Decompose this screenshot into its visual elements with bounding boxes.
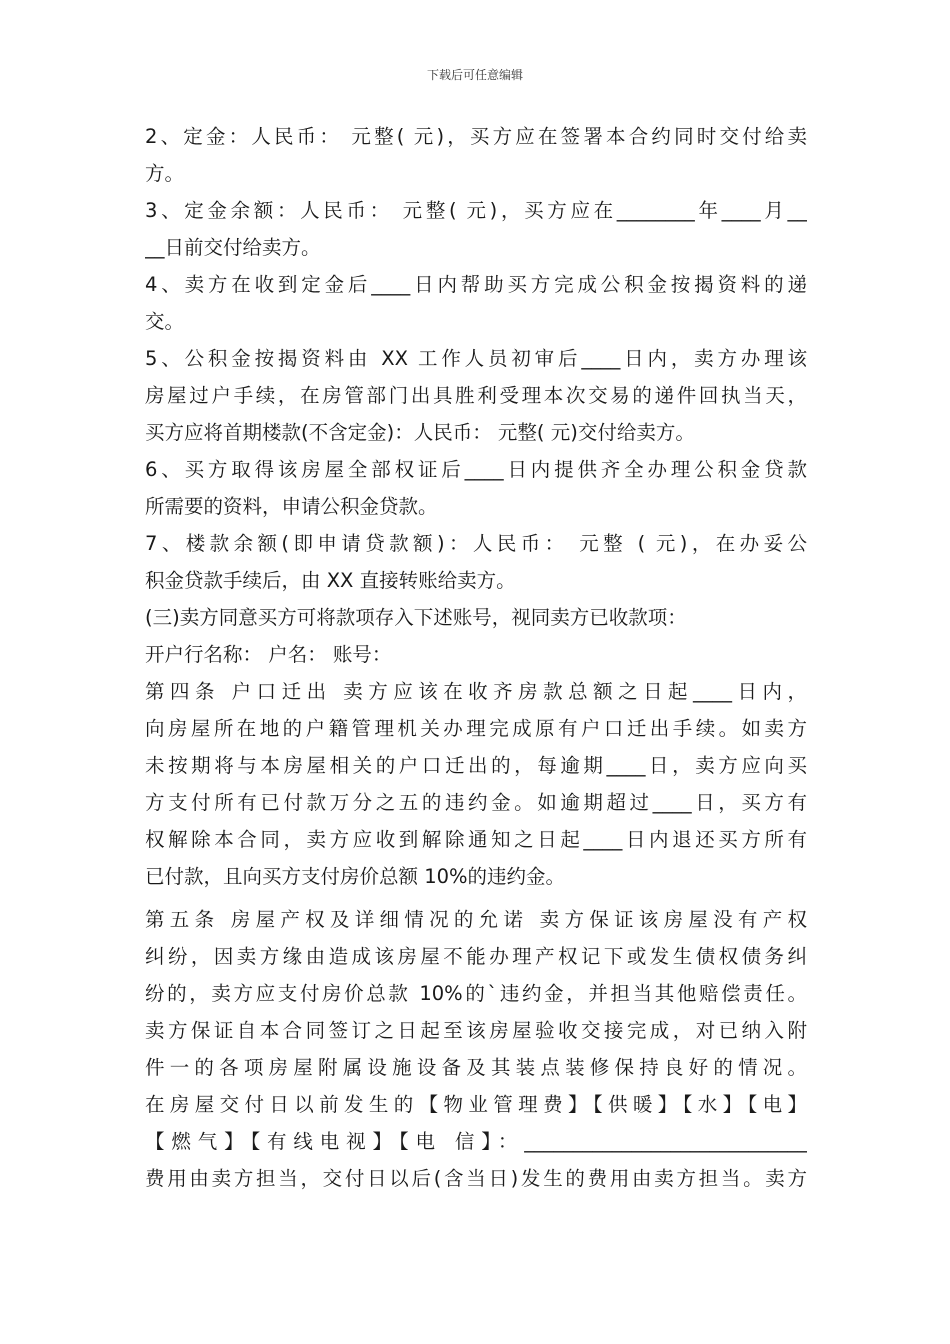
text-line: 开户行名称： 户名： 账号： [145,643,392,666]
text-line: 纷的，卖方应支付房价总款 10%的`违约金，并担当其他赔偿责任。 [145,982,807,1005]
text-line: 件一的各项房屋附属设施设备及其装点装修保持良好的情况。 [145,1056,807,1079]
text-line: 买方应将首期楼款(不含定金)：人民币： 元整( 元)交付给卖方。 [145,421,695,444]
text-line: 向房屋所在地的户籍管理机关办理完成原有户口迁出手续。如卖方 [145,717,807,740]
text-line: 在房屋交付日以前发生的【物业管理费】【供暖】【水】【电】 [145,1093,807,1116]
text-line: 【燃气】【有线电视】【电 信】：_____________________________ [145,1130,807,1153]
text-line: 5、公积金按揭资料由 XX 工作人员初审后____日内，卖方办理该 [145,347,807,370]
text-line: 第五条 房屋产权及详细情况的允诺 卖方保证该房屋没有产权 [145,908,807,931]
text-line: 房屋过户手续，在房管部门出具胜利受理本次交易的递件回执当天， [145,384,807,407]
text-line: 6、买方取得该房屋全部权证后____日内提供齐全办理公积金贷款 [145,458,807,481]
text-line: 4、卖方在收到定金后____日内帮助买方完成公积金按揭资料的递 [145,273,807,296]
text-line: 所需要的资料，申请公积金贷款。 [145,495,438,518]
text-line: 已付款，且向买方支付房价总额 10%的违约金。 [145,865,566,888]
text-line: (三)卖方同意买方可将款项存入下述账号，视同卖方已收款项： [145,606,687,629]
text-line: 积金贷款手续后，由 XX 直接转账给卖方。 [145,569,516,592]
text-line: 权解除本合同，卖方应收到解除通知之日起____日内退还买方所有 [145,828,807,851]
text-line: 7、楼款余额(即申请贷款额)：人民币： 元整 ( 元)，在办妥公 [145,532,807,555]
text-line: 方支付所有已付款万分之五的违约金。如逾期超过____日，买方有 [145,791,807,814]
text-line: 2、定金：人民币： 元整( 元)，买方应在签署本合约同时交付给卖 [145,125,807,148]
text-line: 第四条 户口迁出 卖方应该在收齐房款总额之日起____日内， [145,680,807,703]
contract-text [145,118,807,1197]
text-line: 未按期将与本房屋相关的户口迁出的，每逾期____日，卖方应向买 [145,754,807,777]
text-line: 费用由卖方担当，交付日以后(含当日)发生的费用由卖方担当。卖方 [145,1167,807,1190]
text-line: 3、定金余额：人民币： 元整( 元)，买方应在________年____月__ [145,199,807,222]
text-line: __日前交付给卖方。 [145,236,321,259]
text-line: 交。 [145,310,185,333]
page-header-caption: 下载后可任意编辑 [426,68,523,82]
text-line: 方。 [145,162,185,185]
text-line: 纠纷，因卖方缘由造成该房屋不能办理产权记下或发生债权债务纠 [145,945,807,968]
text-line: 卖方保证自本合同签订之日起至该房屋验收交接完成，对已纳入附 [145,1019,807,1042]
